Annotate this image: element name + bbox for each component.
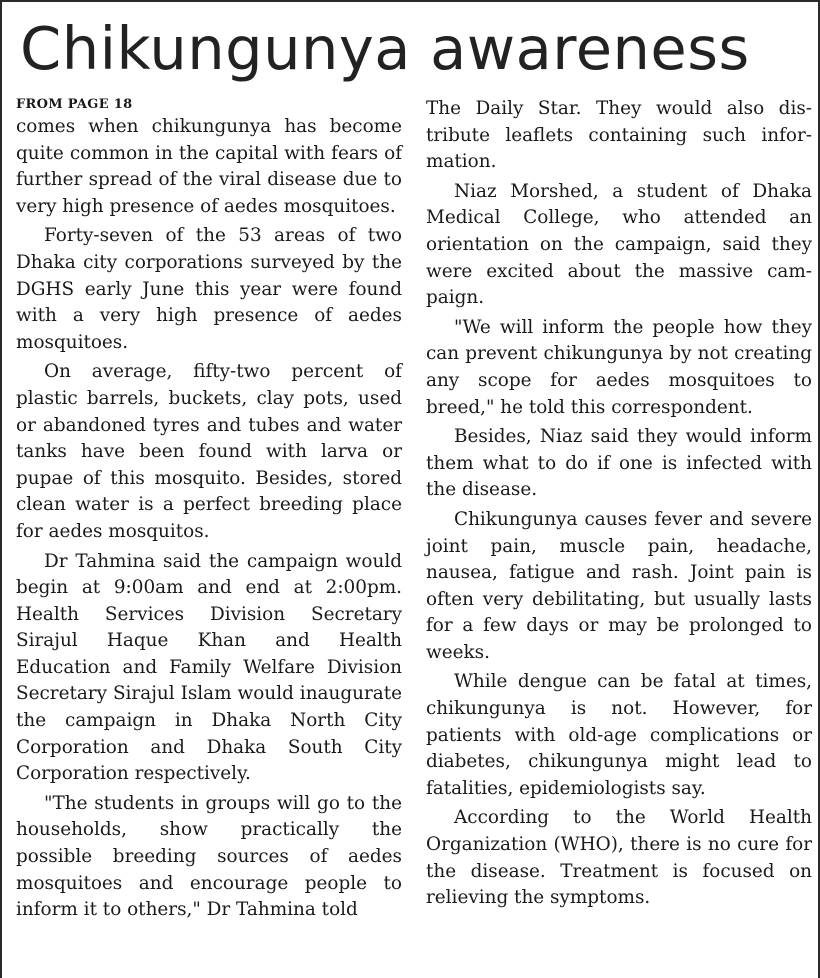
paragraph: According to the World Health Organization (WHO), there is no cure for the disease. Treatment is focused on relieving the symptoms. <box>426 807 812 909</box>
paragraph: Chikungunya causes fever and severe joint pain, muscle pain, headache, nausea, fatigue and rash. Joint pain is often very debilitating, but usually lasts for a few days or may be prolonged to weeks. <box>426 508 812 663</box>
paragraph: On average, fifty-two percent of plastic barrels, buckets, clay pots, used or abandoned tyres and tubes and water tanks have been found with larva or pupae of this mosquito. Besides, stored clean water is a perfect breeding place for aedes mosquitos. <box>16 361 402 542</box>
paragraph: Niaz Morshed, a student of Dhaka Medical College, who attended an orientation on the campaign, said they were excited about the massive campaign. <box>426 180 812 309</box>
page-border-left <box>0 0 2 978</box>
page-border-top <box>0 0 820 2</box>
paragraph: "We will inform the people how they can prevent chikungunya by not creating any scope for aedes mosquitoes to breed," he told this correspondent. <box>426 316 812 418</box>
article-column-right <box>426 96 812 912</box>
paragraph: Besides, Niaz said they would inform them what to do if one is infected with the disease. <box>426 426 812 501</box>
article-column-left <box>16 96 402 924</box>
paragraph: Forty-seven of the 53 areas of two Dhaka city corporations surveyed by the DGHS early June this year were found with a very high presence of aedes mosquitoes. <box>16 225 402 353</box>
article-headline: Chikungunya awareness <box>20 14 750 83</box>
paragraph: Dr Tahmina said the campaign would begin at 9:00am and end at 2:00pm. Health Services Division Secretary Sirajul Haque Khan and Health Education and Family Welfare Division Secretary Sirajul Islam would inaugurate the campaign in Dhaka North City Corporation and Dhaka South City Corporation respectively. <box>16 550 402 785</box>
paragraph: The Daily Star. They would also distribute leaflets containing such information. <box>426 98 812 173</box>
paragraph: comes when chikungunya has become quite common in the capital with fears of further spread of the viral disease due to very high presence of aedes mosquitoes. <box>16 116 402 217</box>
continuation-kicker: FROM PAGE 18 <box>16 97 133 112</box>
paragraph: "The students in groups will go to the households, show practically the possible breeding sources of aedes mosquitoes and encourage people to inform it to others," Dr Tahmina told <box>16 792 402 921</box>
paragraph: While dengue can be fatal at times, chikungunya is not. However, for patients with old-age complications or diabetes, chikungunya might lead to fatalities, epidemiologists say. <box>426 671 812 799</box>
